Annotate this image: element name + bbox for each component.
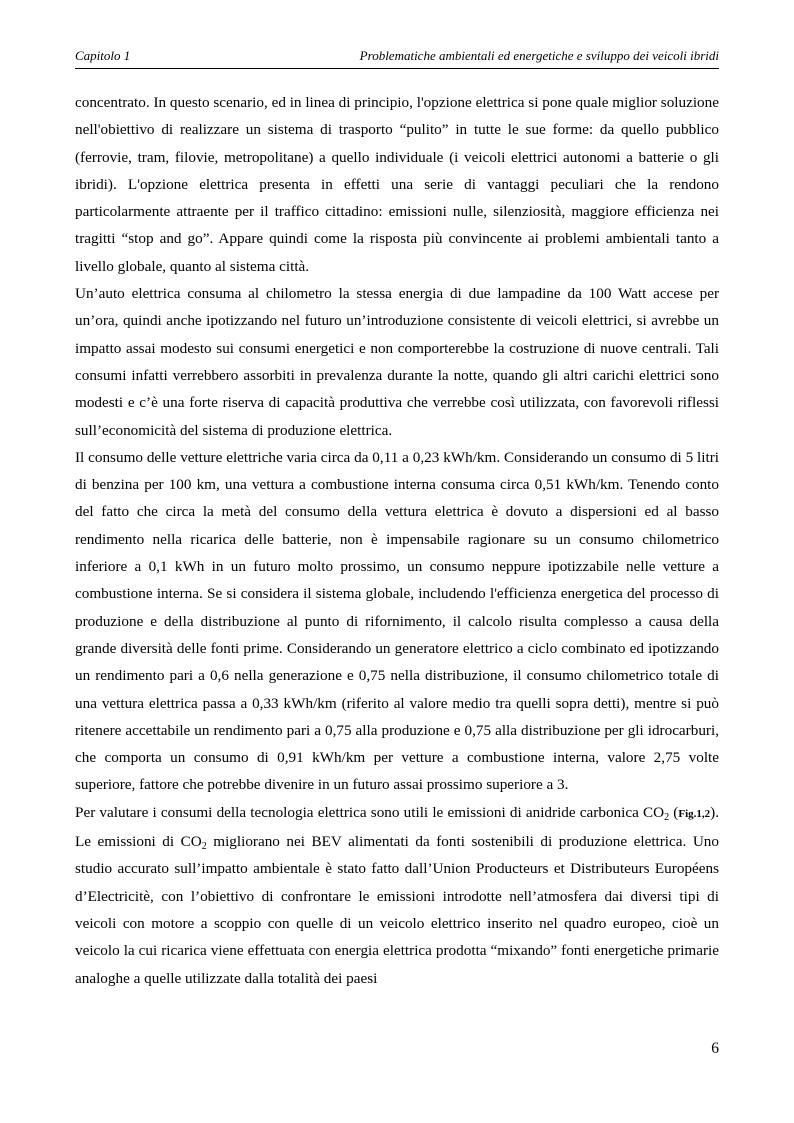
paragraph-2: Un’auto elettrica consuma al chilometro la stessa energia di due lampadine da 100 Watt accese per un’ora, quindi anche ipotizzando nel futuro un’introduzione consistente di veicoli elettrici, si avrebbe un impatto assai modesto sui consumi energetici e non comporterebbe la costruzione di nuove centrali. Tali consumi infatti verrebbero assorbiti in prevalenza durante la notte, quando gli altri carichi elettrici sono modesti e c’è una forte riserva di capacità produttiva che verrebbe così utilizzata, con favorevoli riflessi sull’economicità del sistema di produzione elettrica.: [75, 285, 719, 439]
paragraph-4-part-d: migliorano nei BEV alimentati da fonti sostenibili di produzione elettrica. Uno studio accurato sull’impatto ambientale è stato fatto dall’Union Producteurs et Distributeurs Européens d’Electricitè, con l’obiettivo di confrontare le emissioni introdotte nell’atmosfera dai diversi tipi di veicoli con motore a scoppio con quelle di un veicolo elettrico inserito nel quadro europeo, cioè un veicolo la cui ricarica viene effettuata con energia elettrica prodotta “mixando” fonti energetiche primarie analoghe a quelle utilizzate dalla totalità dei paesi: [75, 833, 719, 987]
co2-subscript-1: 2: [664, 811, 670, 823]
co2-subscript-2: 2: [201, 841, 207, 853]
page-header: [75, 44, 719, 66]
page-number: 6: [711, 1040, 719, 1057]
paragraph-4-part-c: ). Le emissioni di CO: [75, 803, 720, 851]
chapter-label: Capitolo 1: [75, 48, 131, 63]
paragraph-4: [75, 799, 719, 992]
figure-reference: Fig.1,2: [678, 807, 711, 820]
paragraph-4-part-b: (: [669, 803, 679, 821]
header-divider: [75, 68, 719, 69]
paragraph-4-part-a: Per valutare i consumi della tecnologia elettrica sono utili le emissioni di anidride carbonica CO: [75, 803, 665, 821]
body-text: [75, 89, 719, 992]
paragraph-3: Il consumo delle vetture elettriche varia circa da 0,11 a 0,23 kWh/km. Considerando un consumo di 5 litri di benzina per 100 km, una vettura a combustione interna consuma circa 0,51 kWh/km. Tenendo conto del fatto che circa la metà del consumo della vettura elettrica è dovuto a dispersioni ed al basso rendimento nella ricarica delle batterie, non è impensabile ragionare su un consumo chilometrico inferiore a 0,1 kWh in un futuro molto prossimo, un consumo neppure ipotizzabile nelle vetture a combustione interna. Se si considera il sistema globale, includendo l'efficienza energetica del processo di produzione e della distribuzione al punto di rifornimento, il calcolo risulta complesso a causa della grande diversità delle fonti prime. Considerando un generatore elettrico a ciclo combinato ed ipotizzando un rendimento pari a 0,6 nella generazione e 0,75 nella distribuzione, il consumo chilometrico totale di una vettura elettrica passa a 0,33 kWh/km (riferito al valore medio tra quelli sopra detti), mentre si può ritenere accettabile un rendimento pari a 0,75 alla produzione e 0,75 alla distribuzione per gli idrocarburi, che comporta un consumo di 0,91 kWh/km per vetture a combustione interna, valore 2,75 volte superiore, fattore che potrebbe divenire in un futuro assai prossimo superiore a 3.: [75, 448, 719, 794]
chapter-title: Problematiche ambientali ed energetiche e sviluppo dei veicoli ibridi: [359, 48, 719, 63]
paragraph-1: concentrato. In questo scenario, ed in linea di principio, l'opzione elettrica si pone quale miglior soluzione nell'obiettivo di realizzare un sistema di trasporto “pulito” in tutte le sue forme: da quello pubblico (ferrovie, tram, filovie, metropolitane) a quello individuale (i veicoli elettrici autonomi a batterie o gli ibridi). L'opzione elettrica presenta in effetti una serie di vantaggi peculiari che la rendono particolarmente attraente per il traffico cittadino: emissioni nulle, silenziosità, maggiore efficienza nei tragitti “stop and go”. Appare quindi come la risposta più convincente ai problemi ambientali tanto a livello globale, quanto al sistema città.: [75, 94, 719, 275]
